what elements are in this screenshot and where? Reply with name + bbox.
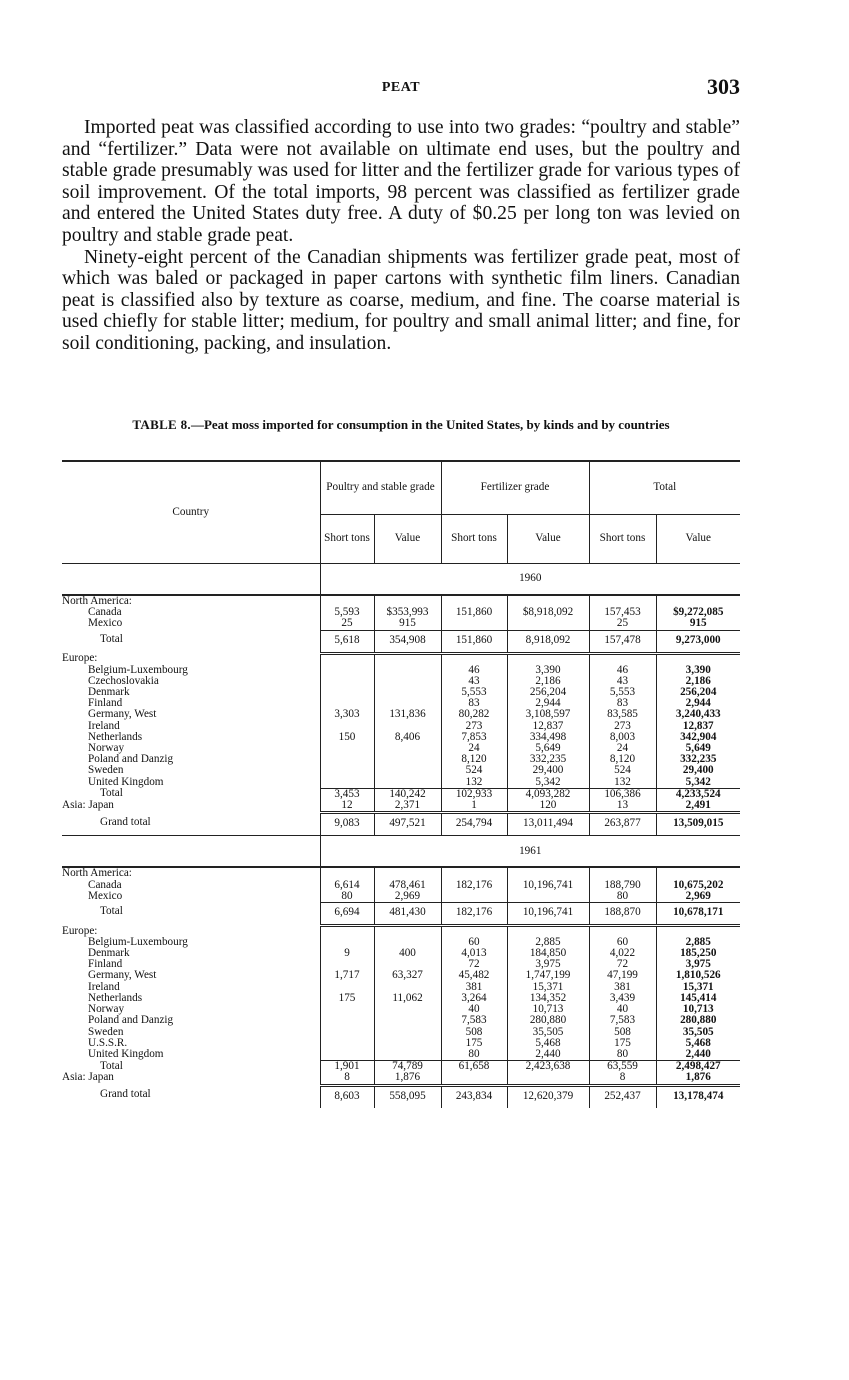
cell-ft: 132 bbox=[441, 777, 507, 789]
cell-fv: 2,944 bbox=[507, 698, 589, 709]
cell-tv: 2,944 bbox=[656, 698, 740, 709]
table-row bbox=[62, 687, 740, 698]
cell-ft: 175 bbox=[441, 1038, 507, 1049]
region-heading-row bbox=[62, 926, 740, 937]
cell-tt: 157,453 bbox=[589, 607, 656, 618]
table-row bbox=[62, 754, 740, 765]
cell-tv: 342,904 bbox=[656, 732, 740, 743]
cell-tt: 80 bbox=[589, 891, 656, 903]
cell-pv bbox=[374, 754, 441, 765]
cell-pv bbox=[374, 1004, 441, 1015]
cell-fv: 2,423,638 bbox=[507, 1061, 589, 1073]
table-row bbox=[62, 1085, 740, 1108]
header-value: Value bbox=[374, 515, 441, 564]
cell-ft: 60 bbox=[441, 937, 507, 948]
paragraph: Imported peat was classified according to use into two grades: “poultry and stable” and “fertilizer.” Data were not available on ultimate end uses, but the poultry and stable grade presumably was used for litter and the fertilizer grade for various types of soil improvement. Of the total imports, 98 percent was classified as fertilizer grade and entered the United States duty free. A duty of $0.25 per long ton was levied on poultry and stable grade peat. bbox=[62, 117, 740, 246]
cell-fv: 8,918,092 bbox=[507, 630, 589, 653]
header-short-tons: Short tons bbox=[589, 515, 656, 564]
cell-pv: 63,327 bbox=[374, 970, 441, 981]
cell-pv: 558,095 bbox=[374, 1085, 441, 1108]
cell-ft: 151,860 bbox=[441, 607, 507, 618]
cell-ft: 61,658 bbox=[441, 1061, 507, 1073]
table-row bbox=[62, 665, 740, 676]
cell-tt: 157,478 bbox=[589, 630, 656, 653]
data-table-container bbox=[62, 460, 740, 1108]
cell-fv: 5,342 bbox=[507, 777, 589, 789]
row-label: Asia: Japan bbox=[62, 799, 114, 811]
cell-fv: 10,196,741 bbox=[507, 880, 589, 891]
row-label: Ireland bbox=[88, 720, 120, 732]
cell-tt: 175 bbox=[589, 1038, 656, 1049]
header-value: Value bbox=[656, 515, 740, 564]
table-row bbox=[62, 630, 740, 653]
table-row bbox=[62, 618, 740, 630]
cell-tt: 5,553 bbox=[589, 687, 656, 698]
cell-pt: 5,618 bbox=[320, 630, 374, 653]
header-country: Country bbox=[62, 461, 320, 564]
cell-pt: 175 bbox=[320, 993, 374, 1004]
cell-pv bbox=[374, 1015, 441, 1026]
cell-fv: 334,498 bbox=[507, 732, 589, 743]
cell-tv: 2,186 bbox=[656, 676, 740, 687]
cell-tt: 132 bbox=[589, 777, 656, 789]
cell-fv: 2,885 bbox=[507, 937, 589, 948]
cell-pv: 1,876 bbox=[374, 1072, 441, 1085]
cell-pt bbox=[320, 1038, 374, 1049]
cell-fv: 332,235 bbox=[507, 754, 589, 765]
cell-tv: 10,713 bbox=[656, 1004, 740, 1015]
page-header bbox=[62, 74, 740, 104]
cell-pv bbox=[374, 743, 441, 754]
cell-tv: 5,468 bbox=[656, 1038, 740, 1049]
data-table bbox=[62, 460, 740, 1108]
row-label: Poland and Danzig bbox=[88, 1015, 174, 1027]
cell-tv: 12,837 bbox=[656, 721, 740, 732]
cell-fv: 1,747,199 bbox=[507, 970, 589, 981]
row-label: Total bbox=[100, 905, 123, 918]
year-label: 1960 bbox=[320, 564, 740, 596]
cell-tt: 43 bbox=[589, 676, 656, 687]
cell-ft: 4,013 bbox=[441, 948, 507, 959]
row-label: Germany, West bbox=[88, 970, 157, 982]
table-row bbox=[62, 902, 740, 925]
cell-tv: 35,505 bbox=[656, 1027, 740, 1038]
paragraph: Ninety-eight percent of the Canadian shipments was fertilizer grade peat, most of which was baled or packaged in paper cartons with synthetic film liners. Canadian peat is classified also by texture as coarse, medium, and fine. The coarse material is used chiefly for stable litter; medium, for poultry and small animal litter; and fine, for soil conditioning, packing, and insulation. bbox=[62, 246, 740, 354]
row-label: Belgium-Luxembourg bbox=[88, 664, 188, 676]
cell-tv: 10,678,171 bbox=[656, 902, 740, 925]
cell-pv: 915 bbox=[374, 618, 441, 630]
cell-pt: 3,303 bbox=[320, 709, 374, 720]
cell-pt: 80 bbox=[320, 891, 374, 903]
cell-fv: 3,390 bbox=[507, 665, 589, 676]
cell-tv: 2,498,427 bbox=[656, 1061, 740, 1073]
row-label: Asia: Japan bbox=[62, 1072, 114, 1084]
table-row bbox=[62, 800, 740, 813]
cell-ft: 46 bbox=[441, 665, 507, 676]
cell-ft: 7,583 bbox=[441, 1015, 507, 1026]
cell-tt: 46 bbox=[589, 665, 656, 676]
cell-ft: 45,482 bbox=[441, 970, 507, 981]
cell-pt bbox=[320, 1015, 374, 1026]
cell-pv: 74,789 bbox=[374, 1061, 441, 1073]
cell-pv: 481,430 bbox=[374, 902, 441, 925]
cell-tt: 273 bbox=[589, 721, 656, 732]
cell-pt: 150 bbox=[320, 732, 374, 743]
cell-fv: 134,352 bbox=[507, 993, 589, 1004]
row-label: Finland bbox=[88, 698, 123, 710]
cell-ft: 72 bbox=[441, 959, 507, 970]
cell-ft: 254,794 bbox=[441, 813, 507, 836]
table-caption-text: —Peat moss imported for consumption in the United States, by kinds and by countries bbox=[190, 417, 670, 432]
cell-pt bbox=[320, 676, 374, 687]
cell-ft: 5,553 bbox=[441, 687, 507, 698]
cell-pt bbox=[320, 1004, 374, 1015]
region-heading-row bbox=[62, 867, 740, 879]
cell-pt bbox=[320, 1027, 374, 1038]
table-row bbox=[62, 743, 740, 754]
cell-fv: $8,918,092 bbox=[507, 607, 589, 618]
table-row bbox=[62, 948, 740, 959]
cell-tv: 332,235 bbox=[656, 754, 740, 765]
cell-tt: 524 bbox=[589, 765, 656, 776]
region-heading: North America: bbox=[62, 595, 320, 607]
cell-tt: 80 bbox=[589, 1049, 656, 1061]
table-row bbox=[62, 765, 740, 776]
cell-tt: 381 bbox=[589, 982, 656, 993]
cell-tt: 47,199 bbox=[589, 970, 656, 981]
row-label: U.S.S.R. bbox=[88, 1037, 128, 1049]
cell-tt: 3,439 bbox=[589, 993, 656, 1004]
cell-ft bbox=[441, 1072, 507, 1085]
cell-tt: 8,003 bbox=[589, 732, 656, 743]
cell-tv: 2,440 bbox=[656, 1049, 740, 1061]
cell-pt bbox=[320, 665, 374, 676]
cell-fv: 12,620,379 bbox=[507, 1085, 589, 1108]
cell-pv: 400 bbox=[374, 948, 441, 959]
cell-pt: 1,901 bbox=[320, 1061, 374, 1073]
cell-pt: 25 bbox=[320, 618, 374, 630]
cell-fv: 10,713 bbox=[507, 1004, 589, 1015]
cell-tv: 29,400 bbox=[656, 765, 740, 776]
cell-tv: 1,876 bbox=[656, 1072, 740, 1085]
cell-tv: 15,371 bbox=[656, 982, 740, 993]
cell-ft: 24 bbox=[441, 743, 507, 754]
cell-fv: 12,837 bbox=[507, 721, 589, 732]
region-heading: Europe: bbox=[62, 925, 98, 937]
cell-tt: 83,585 bbox=[589, 709, 656, 720]
table-row bbox=[62, 1027, 740, 1038]
header-short-tons: Short tons bbox=[320, 515, 374, 564]
cell-pv: 2,371 bbox=[374, 800, 441, 813]
cell-tt: 63,559 bbox=[589, 1061, 656, 1073]
cell-fv: 120 bbox=[507, 800, 589, 813]
cell-ft: 80 bbox=[441, 1049, 507, 1061]
cell-pt bbox=[320, 743, 374, 754]
table-row bbox=[62, 777, 740, 789]
cell-fv: 13,011,494 bbox=[507, 813, 589, 836]
cell-pv: 8,406 bbox=[374, 732, 441, 743]
cell-pt bbox=[320, 754, 374, 765]
cell-pv: 354,908 bbox=[374, 630, 441, 653]
cell-fv: 2,186 bbox=[507, 676, 589, 687]
cell-ft: 7,853 bbox=[441, 732, 507, 743]
cell-ft: 381 bbox=[441, 982, 507, 993]
table-row bbox=[62, 1038, 740, 1049]
cell-fv: 2,440 bbox=[507, 1049, 589, 1061]
header-total: Total bbox=[589, 461, 740, 515]
row-label: Sweden bbox=[88, 1026, 124, 1038]
cell-tt: 188,790 bbox=[589, 880, 656, 891]
cell-ft bbox=[441, 891, 507, 903]
cell-tv: $9,272,085 bbox=[656, 607, 740, 618]
cell-fv: 29,400 bbox=[507, 765, 589, 776]
header-poultry: Poultry and stable grade bbox=[320, 461, 441, 515]
row-label: Grand total bbox=[100, 815, 151, 828]
row-label: Total bbox=[100, 1060, 123, 1072]
cell-tv: 13,178,474 bbox=[656, 1085, 740, 1108]
table-caption-label: TABLE 8. bbox=[132, 417, 191, 432]
cell-pt bbox=[320, 1049, 374, 1061]
cell-tt: 83 bbox=[589, 698, 656, 709]
cell-fv: 5,468 bbox=[507, 1038, 589, 1049]
table-body-1961 bbox=[62, 836, 740, 1108]
cell-pt: 6,614 bbox=[320, 880, 374, 891]
cell-pv bbox=[374, 676, 441, 687]
table-row bbox=[62, 891, 740, 903]
cell-fv bbox=[507, 1072, 589, 1085]
cell-fv: 4,093,282 bbox=[507, 788, 589, 800]
cell-pt bbox=[320, 765, 374, 776]
cell-tv: 13,509,015 bbox=[656, 813, 740, 836]
cell-tv: 4,233,524 bbox=[656, 788, 740, 800]
cell-pv: 11,062 bbox=[374, 993, 441, 1004]
cell-pv: 478,461 bbox=[374, 880, 441, 891]
cell-pt bbox=[320, 777, 374, 789]
table-body-1960 bbox=[62, 564, 740, 836]
cell-pt: 9,083 bbox=[320, 813, 374, 836]
body-text bbox=[62, 117, 740, 355]
cell-tt: 7,583 bbox=[589, 1015, 656, 1026]
cell-tv: 1,810,526 bbox=[656, 970, 740, 981]
row-label: Germany, West bbox=[88, 709, 157, 721]
cell-pt: 3,453 bbox=[320, 788, 374, 800]
cell-ft: 102,933 bbox=[441, 788, 507, 800]
year-label: 1961 bbox=[320, 836, 740, 868]
cell-tv: 185,250 bbox=[656, 948, 740, 959]
cell-pt: 8,603 bbox=[320, 1085, 374, 1108]
table-row bbox=[62, 1015, 740, 1026]
cell-tt: 24 bbox=[589, 743, 656, 754]
cell-tt: 25 bbox=[589, 618, 656, 630]
cell-pt: 6,694 bbox=[320, 902, 374, 925]
cell-fv: 256,204 bbox=[507, 687, 589, 698]
row-label: Finland bbox=[88, 959, 123, 971]
cell-pv bbox=[374, 665, 441, 676]
row-label: Netherlands bbox=[88, 731, 143, 743]
cell-ft: 43 bbox=[441, 676, 507, 687]
row-label: Denmark bbox=[88, 686, 130, 698]
region-heading-row bbox=[62, 653, 740, 664]
cell-ft: 40 bbox=[441, 1004, 507, 1015]
cell-tv: 2,969 bbox=[656, 891, 740, 903]
row-label: Norway bbox=[88, 742, 125, 754]
cell-tv: 3,390 bbox=[656, 665, 740, 676]
cell-ft: 3,264 bbox=[441, 993, 507, 1004]
cell-ft: 151,860 bbox=[441, 630, 507, 653]
cell-fv: 5,649 bbox=[507, 743, 589, 754]
cell-tv: 5,342 bbox=[656, 777, 740, 789]
cell-pv bbox=[374, 687, 441, 698]
cell-fv: 15,371 bbox=[507, 982, 589, 993]
cell-pt: 5,593 bbox=[320, 607, 374, 618]
cell-tt: 8 bbox=[589, 1072, 656, 1085]
cell-fv: 280,880 bbox=[507, 1015, 589, 1026]
row-label: Czechoslovakia bbox=[88, 675, 159, 687]
header-value: Value bbox=[507, 515, 589, 564]
cell-tt: 72 bbox=[589, 959, 656, 970]
header-fertilizer: Fertilizer grade bbox=[441, 461, 589, 515]
cell-tt: 13 bbox=[589, 800, 656, 813]
cell-ft: 524 bbox=[441, 765, 507, 776]
cell-tv: 3,240,433 bbox=[656, 709, 740, 720]
row-label: Belgium-Luxembourg bbox=[88, 936, 188, 948]
cell-pv bbox=[374, 765, 441, 776]
cell-ft: 80,282 bbox=[441, 709, 507, 720]
cell-fv: 3,975 bbox=[507, 959, 589, 970]
cell-pt: 1,717 bbox=[320, 970, 374, 981]
row-label: Mexico bbox=[88, 890, 123, 902]
cell-tt: 4,022 bbox=[589, 948, 656, 959]
row-label: United Kingdom bbox=[88, 776, 164, 788]
cell-fv bbox=[507, 618, 589, 630]
running-title: PEAT bbox=[381, 80, 421, 95]
cell-tv: 9,273,000 bbox=[656, 630, 740, 653]
cell-ft: 508 bbox=[441, 1027, 507, 1038]
cell-tv: 3,975 bbox=[656, 959, 740, 970]
table-row bbox=[62, 732, 740, 743]
row-label: Poland and Danzig bbox=[88, 754, 174, 766]
cell-pv: 131,836 bbox=[374, 709, 441, 720]
table-row bbox=[62, 1049, 740, 1061]
cell-pv: 2,969 bbox=[374, 891, 441, 903]
table-row bbox=[62, 813, 740, 836]
cell-pt: 9 bbox=[320, 948, 374, 959]
cell-tv: 145,414 bbox=[656, 993, 740, 1004]
cell-ft: 83 bbox=[441, 698, 507, 709]
header-short-tons: Short tons bbox=[441, 515, 507, 564]
row-label: Canada bbox=[88, 607, 122, 619]
cell-pv bbox=[374, 1027, 441, 1038]
cell-ft: 182,176 bbox=[441, 880, 507, 891]
row-label: United Kingdom bbox=[88, 1048, 164, 1060]
row-label: Grand total bbox=[100, 1088, 151, 1101]
row-label: Total bbox=[100, 633, 123, 646]
cell-pv bbox=[374, 1049, 441, 1061]
cell-tt: 252,437 bbox=[589, 1085, 656, 1108]
table-row bbox=[62, 993, 740, 1004]
cell-ft: 8,120 bbox=[441, 754, 507, 765]
cell-fv bbox=[507, 891, 589, 903]
cell-tt: 40 bbox=[589, 1004, 656, 1015]
row-label: Denmark bbox=[88, 948, 130, 960]
table-row bbox=[62, 676, 740, 687]
cell-tt: 8,120 bbox=[589, 754, 656, 765]
cell-pv: $353,993 bbox=[374, 607, 441, 618]
cell-tv: 256,204 bbox=[656, 687, 740, 698]
cell-fv: 3,108,597 bbox=[507, 709, 589, 720]
page-number: 303 bbox=[707, 74, 740, 99]
cell-tv: 2,885 bbox=[656, 937, 740, 948]
row-label: Sweden bbox=[88, 765, 124, 777]
cell-tv: 5,649 bbox=[656, 743, 740, 754]
cell-pt: 8 bbox=[320, 1072, 374, 1085]
cell-fv: 10,196,741 bbox=[507, 902, 589, 925]
cell-ft: 243,834 bbox=[441, 1085, 507, 1108]
row-label: Norway bbox=[88, 1004, 125, 1016]
cell-pv: 497,521 bbox=[374, 813, 441, 836]
row-label: Mexico bbox=[88, 618, 123, 630]
cell-tt: 263,877 bbox=[589, 813, 656, 836]
cell-tv: 10,675,202 bbox=[656, 880, 740, 891]
row-label: Ireland bbox=[88, 981, 120, 993]
cell-tt: 188,870 bbox=[589, 902, 656, 925]
table-row bbox=[62, 1004, 740, 1015]
row-label: Canada bbox=[88, 879, 122, 891]
cell-tt: 508 bbox=[589, 1027, 656, 1038]
cell-fv: 35,505 bbox=[507, 1027, 589, 1038]
cell-tt: 106,386 bbox=[589, 788, 656, 800]
cell-ft: 182,176 bbox=[441, 902, 507, 925]
cell-ft: 273 bbox=[441, 721, 507, 732]
cell-ft: 1 bbox=[441, 800, 507, 813]
cell-ft bbox=[441, 618, 507, 630]
cell-tv: 2,491 bbox=[656, 800, 740, 813]
cell-pv bbox=[374, 777, 441, 789]
table-row bbox=[62, 709, 740, 720]
cell-tt: 60 bbox=[589, 937, 656, 948]
cell-tv: 280,880 bbox=[656, 1015, 740, 1026]
table-caption bbox=[62, 416, 740, 433]
table-row bbox=[62, 970, 740, 981]
cell-pt: 12 bbox=[320, 800, 374, 813]
region-heading: North America: bbox=[62, 867, 320, 879]
cell-fv: 184,850 bbox=[507, 948, 589, 959]
cell-tv: 915 bbox=[656, 618, 740, 630]
year-row bbox=[62, 564, 740, 596]
table-row bbox=[62, 1072, 740, 1085]
row-label: Netherlands bbox=[88, 992, 143, 1004]
cell-pt bbox=[320, 687, 374, 698]
year-row bbox=[62, 836, 740, 868]
row-label: Total bbox=[100, 788, 123, 800]
cell-pv: 140,242 bbox=[374, 788, 441, 800]
region-heading: Europe: bbox=[62, 653, 98, 665]
cell-pv bbox=[374, 1038, 441, 1049]
